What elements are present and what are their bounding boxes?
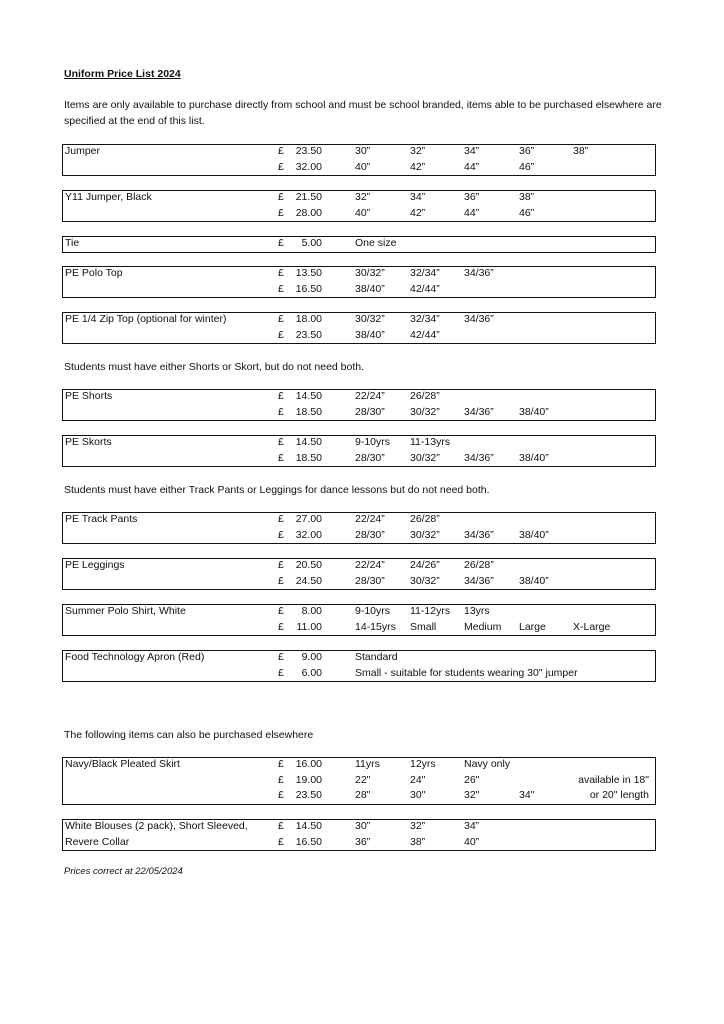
- price-row: [63, 237, 655, 252]
- page-title: Uniform Price List 2024: [64, 68, 181, 80]
- item-name: PE Track Pants: [65, 513, 138, 525]
- currency-symbol: £: [278, 191, 284, 203]
- item-price: 32.00: [295, 528, 322, 541]
- size-option: 26": [464, 773, 480, 786]
- size-option: 30/32”: [410, 574, 440, 587]
- price-item-box: [62, 236, 656, 253]
- size-option: 30”: [355, 820, 371, 832]
- price-row: [63, 758, 655, 773]
- item-price: 8.00: [301, 605, 322, 617]
- price-item-box: [62, 389, 656, 421]
- size-option: 26/28”: [464, 559, 494, 571]
- item-name: Food Technology Apron (Red): [65, 651, 205, 663]
- size-option: 38/40”: [355, 282, 385, 295]
- size-option: 32": [464, 789, 480, 801]
- size-option: 28/30”: [355, 451, 385, 464]
- size-option: 36”: [464, 191, 480, 203]
- currency-symbol: £: [278, 451, 284, 464]
- size-option: 38”: [410, 835, 426, 848]
- item-price: 5.00: [301, 237, 322, 249]
- item-price: 9.00: [301, 651, 322, 663]
- size-option: 28/30”: [355, 574, 385, 587]
- price-row: [63, 313, 655, 328]
- price-row: [63, 406, 655, 421]
- price-row: [63, 774, 655, 789]
- size-option: 38/40”: [519, 528, 549, 541]
- currency-symbol: £: [278, 559, 284, 571]
- size-option: 30/32”: [410, 528, 440, 541]
- size-option: 28/30”: [355, 528, 385, 541]
- size-option: 22/24”: [355, 390, 385, 402]
- size-option: 38/40”: [519, 451, 549, 464]
- footer-note: Prices correct at 22/05/2024: [64, 866, 183, 877]
- size-option: 11yrs: [355, 758, 380, 770]
- currency-symbol: £: [278, 237, 284, 249]
- size-option: 34”: [410, 191, 426, 203]
- size-option: 22/24”: [355, 559, 385, 571]
- item-name: White Blouses (2 pack), Short Sleeved,: [65, 820, 248, 832]
- price-row: [63, 145, 655, 160]
- item-name: PE Skorts: [65, 436, 112, 448]
- price-item-box: [62, 512, 656, 544]
- currency-symbol: £: [278, 651, 284, 663]
- size-option: 34/36”: [464, 451, 494, 464]
- size-option: 30/32”: [355, 313, 385, 325]
- size-option: 26/28”: [410, 390, 440, 402]
- currency-symbol: £: [278, 328, 284, 341]
- size-option: 30/32”: [410, 451, 440, 464]
- size-option: 32”: [355, 191, 371, 203]
- price-row: [63, 621, 655, 636]
- availability-note: available in 18": [578, 773, 649, 786]
- size-option: Standard: [355, 651, 398, 663]
- size-option: 42/44”: [410, 282, 440, 295]
- currency-symbol: £: [278, 313, 284, 325]
- price-item-box: [62, 604, 656, 636]
- item-price: 32.00: [295, 160, 322, 173]
- size-option: 34/36”: [464, 313, 494, 325]
- price-item-box: [62, 558, 656, 590]
- size-option: 34/36”: [464, 528, 494, 541]
- price-row: [63, 207, 655, 222]
- item-price: 23.50: [295, 145, 322, 157]
- size-option: 38”: [519, 191, 535, 203]
- price-item-box: [62, 757, 656, 805]
- size-option: 32/34”: [410, 267, 440, 279]
- price-row: [63, 559, 655, 574]
- item-price: 16.50: [295, 282, 322, 295]
- item-name: Summer Polo Shirt, White: [65, 605, 186, 617]
- item-price: 21.50: [295, 191, 322, 203]
- currency-symbol: £: [278, 528, 284, 541]
- size-option: 9-10yrs: [355, 605, 391, 617]
- currency-symbol: £: [278, 574, 284, 587]
- size-option: 12yrs: [410, 758, 436, 770]
- price-item-box: [62, 190, 656, 222]
- price-row: [63, 651, 655, 666]
- price-row: [63, 836, 655, 851]
- size-option: 40”: [464, 835, 480, 848]
- size-option: 42”: [410, 160, 426, 173]
- size-option: 38”: [573, 145, 589, 157]
- size-option: 38/40”: [519, 574, 549, 587]
- size-option: 44”: [464, 160, 480, 173]
- intro-text: Items are only available to purchase directly from school and must be school branded, items able to be purchased elsewhere are specified at the end of this list.: [64, 99, 662, 127]
- currency-symbol: £: [278, 160, 284, 173]
- size-option: 46”: [519, 206, 535, 219]
- size-option: 24/26”: [410, 559, 440, 571]
- item-name: Navy/Black Pleated Skirt: [65, 758, 180, 770]
- size-option: 28": [355, 789, 371, 801]
- price-row: [63, 789, 655, 804]
- price-item-box: [62, 819, 656, 851]
- size-option: Navy only: [464, 758, 511, 770]
- size-option: 32/34”: [410, 313, 440, 325]
- price-row: [63, 329, 655, 344]
- size-option: 13yrs: [464, 605, 490, 617]
- item-price: 27.00: [295, 513, 322, 525]
- item-name: Tie: [65, 237, 80, 249]
- currency-symbol: £: [278, 267, 284, 279]
- item-price: 18.50: [295, 451, 322, 464]
- trackpants-note: Students must have either Track Pants or Leggings for dance lessons but do not need both.: [64, 484, 490, 496]
- price-row: [63, 161, 655, 176]
- price-row: [63, 452, 655, 467]
- item-price: 28.00: [295, 206, 322, 219]
- currency-symbol: £: [278, 820, 284, 832]
- currency-symbol: £: [278, 145, 284, 157]
- item-price: 16.00: [295, 758, 322, 770]
- size-option: 36”: [519, 145, 535, 157]
- currency-symbol: £: [278, 206, 284, 219]
- size-option: 34”: [464, 145, 480, 157]
- shorts-note: Students must have either Shorts or Skort, but do not need both.: [64, 361, 365, 373]
- item-name: Revere Collar: [65, 835, 130, 848]
- price-row: [63, 390, 655, 405]
- size-option: 34/36”: [464, 405, 494, 418]
- currency-symbol: £: [278, 605, 284, 617]
- size-option: 38/40”: [355, 328, 385, 341]
- item-price: 23.50: [295, 328, 322, 341]
- size-option: 34/36”: [464, 574, 494, 587]
- item-name: Y11 Jumper, Black: [65, 191, 152, 203]
- currency-symbol: £: [278, 436, 284, 448]
- size-option: Small: [410, 620, 437, 633]
- size-option: 46”: [519, 160, 535, 173]
- size-option: 40”: [355, 206, 371, 219]
- size-option: 14-15yrs: [355, 620, 396, 633]
- item-price: 18.50: [295, 405, 322, 418]
- availability-note: or 20" length: [589, 789, 649, 801]
- size-option: 34”: [464, 820, 480, 832]
- item-price: 6.00: [301, 666, 322, 679]
- size-option: 32”: [410, 820, 426, 832]
- currency-symbol: £: [278, 773, 284, 786]
- item-price: 23.50: [295, 789, 322, 801]
- item-name: Jumper: [65, 145, 101, 157]
- price-row: [63, 283, 655, 298]
- size-option: 40”: [355, 160, 371, 173]
- price-item-box: [62, 266, 656, 298]
- size-option: 42”: [410, 206, 426, 219]
- item-price: 24.50: [295, 574, 322, 587]
- currency-symbol: £: [278, 513, 284, 525]
- price-row: [63, 820, 655, 835]
- size-option: 34/36”: [464, 267, 494, 279]
- item-price: 20.50: [295, 559, 322, 571]
- price-row: [63, 513, 655, 528]
- size-option: 11-13yrs: [410, 436, 451, 448]
- price-item-box: [62, 144, 656, 176]
- currency-symbol: £: [278, 789, 284, 801]
- size-option: 36”: [355, 835, 371, 848]
- item-price: 19.00: [295, 773, 322, 786]
- size-option: 32”: [410, 145, 426, 157]
- price-row: [63, 529, 655, 544]
- item-price: 11.00: [296, 620, 322, 633]
- price-item-box: [62, 650, 656, 682]
- currency-symbol: £: [278, 666, 284, 679]
- currency-symbol: £: [278, 390, 284, 402]
- price-item-box: [62, 312, 656, 344]
- size-option: 22": [355, 773, 371, 786]
- currency-symbol: £: [278, 758, 284, 770]
- size-option: 34": [519, 789, 535, 801]
- size-option: Medium: [464, 620, 502, 633]
- size-option: 30": [410, 789, 426, 801]
- price-item-box: [62, 435, 656, 467]
- price-row: [63, 605, 655, 620]
- size-option: X-Large: [573, 620, 611, 633]
- size-option: 24": [410, 773, 426, 786]
- item-name: PE Leggings: [65, 559, 125, 571]
- item-price: 14.50: [295, 820, 322, 832]
- item-name: PE 1/4 Zip Top (optional for winter): [65, 313, 227, 325]
- currency-symbol: £: [278, 405, 284, 418]
- size-option: 30/32”: [410, 405, 440, 418]
- size-option: 22/24”: [355, 513, 385, 525]
- elsewhere-heading: The following items can also be purchased elsewhere: [64, 729, 314, 741]
- size-option: 42/44”: [410, 328, 440, 341]
- item-price: 18.00: [295, 313, 322, 325]
- item-price: 13.50: [295, 267, 322, 279]
- size-option: Small - suitable for students wearing 30" jumper: [355, 666, 578, 679]
- size-option: Large: [519, 620, 546, 633]
- item-name: PE Polo Top: [65, 267, 123, 279]
- size-option: 26/28”: [410, 513, 440, 525]
- price-row: [63, 667, 655, 682]
- item-name: PE Shorts: [65, 390, 113, 402]
- currency-symbol: £: [278, 282, 284, 295]
- currency-symbol: £: [278, 620, 284, 633]
- size-option: One size: [355, 237, 397, 249]
- size-option: 44”: [464, 206, 480, 219]
- size-option: 28/30”: [355, 405, 385, 418]
- price-row: [63, 575, 655, 590]
- currency-symbol: £: [278, 835, 284, 848]
- size-option: 30”: [355, 145, 371, 157]
- size-option: 30/32”: [355, 267, 385, 279]
- size-option: 11-12yrs: [410, 605, 451, 617]
- price-row: [63, 267, 655, 282]
- price-row: [63, 436, 655, 451]
- size-option: 38/40”: [519, 405, 549, 418]
- item-price: 14.50: [295, 436, 322, 448]
- price-row: [63, 191, 655, 206]
- item-price: 14.50: [295, 390, 322, 402]
- size-option: 9-10yrs: [355, 436, 391, 448]
- item-price: 16.50: [295, 835, 322, 848]
